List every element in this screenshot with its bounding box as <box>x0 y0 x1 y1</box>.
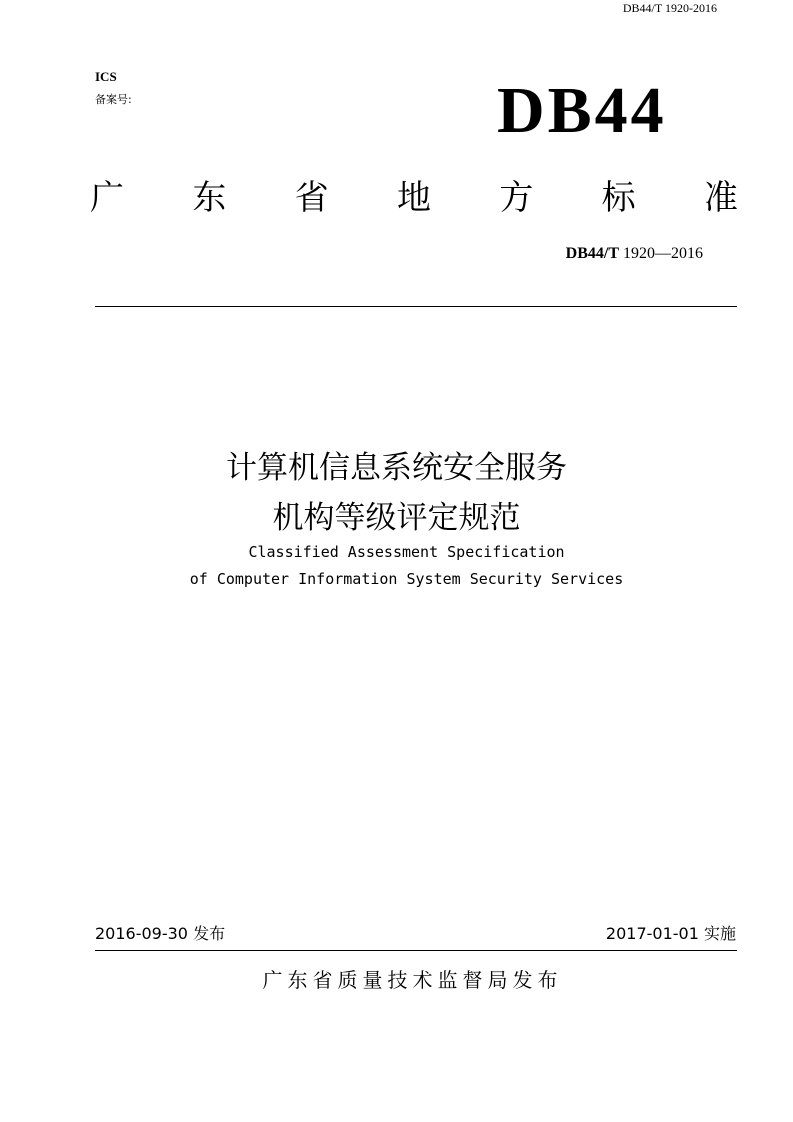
standard-type-char: 东 <box>192 177 227 218</box>
standard-type-char: 地 <box>396 177 431 218</box>
publisher: 广东省质量技术监督局发布 <box>262 968 563 992</box>
publish-date: 2016-09-30 发布 <box>95 924 226 943</box>
standard-number-value: 1920—2016 <box>623 245 703 262</box>
title-en-line1: Classified Assessment Specification <box>248 543 565 561</box>
standard-type-char: 方 <box>499 177 534 218</box>
top-divider <box>95 306 737 307</box>
standard-type-title <box>90 172 738 216</box>
effective-date: 2017-01-01 实施 <box>605 924 736 943</box>
standard-type-char: 省 <box>294 177 329 218</box>
standard-type-char: 标 <box>601 177 636 218</box>
standard-type-char: 广 <box>90 177 124 218</box>
bottom-divider <box>95 950 737 951</box>
filing-number-label: 备案号: <box>95 93 132 106</box>
standard-number-prefix: DB44/T <box>565 245 619 262</box>
standard-number <box>566 245 703 263</box>
title-zh-line2: 机构等级评定规范 <box>272 500 521 536</box>
standard-type-char: 准 <box>703 177 738 218</box>
title-zh-line1: 计算机信息系统安全服务 <box>226 450 567 486</box>
standard-logo: DB44 <box>497 74 667 147</box>
title-en-line2: of Computer Information System Security Services <box>189 570 624 588</box>
ics-label: ICS <box>95 69 117 84</box>
header-doc-code: DB44/T 1920-2016 <box>622 1 717 15</box>
